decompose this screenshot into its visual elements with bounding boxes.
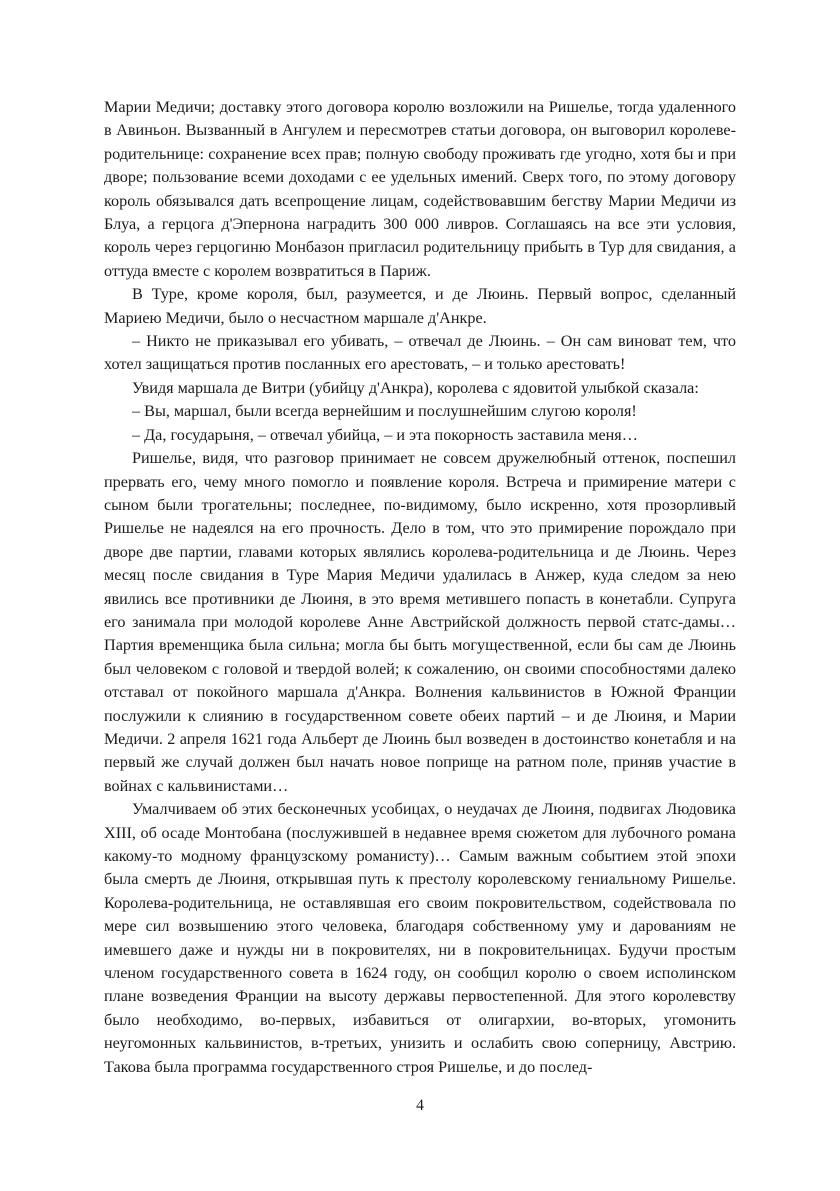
paragraph: – Да, государыня, – отвечал убийца, – и эта покорность заставила меня… [132,425,638,444]
paragraph: Увидя маршала де Витри (убийцу д'Анкра), королева с ядовитой улыбкой сказала: [132,378,699,397]
paragraph: – Никто не приказывал его убивать, – отвечал де Люинь. – Он сам виноват тем, что хотел защищаться против посланных его арестовать, – и только арестовать! [104,332,736,374]
paragraph: – Вы, маршал, были всегда вернейшим и послушнейшим слугою короля! [132,402,637,421]
paragraph: Ришелье, видя, что разговор принимает не совсем дружелюбный оттенок, поспешил прервать его, чему много помогло и появление короля. Встреча и примирение матери с сыном были трогательны; последнее, по-видимому, было искренно, хотя прозорливый Ришелье не надеялся на его прочность. Дело в том, что это примирение порождало при дворе две партии, главами которых являлись королева-родительница и де Люинь. Через месяц после свидания в Туре Мария Медичи удалилась в Анжер, куда следом за нею явились все противники де Люиня, в это время метившего попасть в конетабли. Супруга его занимала при молодой королеве Анне Австрийской должность первой статс-дамы… Партия временщика была сильна; могла бы быть могущественной, если бы сам де Люинь был человеком с головой и твердой волей; к сожалению, он своими способностями далеко отставал от покойного маршала д'Анкра. Волнения кальвинистов в Южной Франции послужили к слиянию в государственном совете обеих партий – и де Люиня, и Марии Медичи. 2 апреля 1621 года Альберт де Люинь был возведен в достоинство конетабля и на первый же случай должен был начать новое поприще на ратном поле, приняв участие в войнах с кальвинистами… [104,449,736,795]
paragraph: Умалчиваем об этих бесконечных усобицах, о неудачах де Люиня, подвигах Людовика XIII, об осаде Монтобана (послужившей в недавнее время сюжетом для лубочного романа какому-то модному французскому романисту)… Самым важным событием этой эпохи была смерть де Люиня, открывшая путь к престолу королевскому гениальному Ришелье. Королева-родительница, не оставлявшая его своим покровительством, содействовала по мере сил возвышению этого человека, благодаря собственному уму и дарованиям не имевшего даже и нужды ни в покровителях, ни в покровительницах. Будучи простым членом государственного совета в 1624 году, он сообщил королю о своем исполинском плане возведения Франции на высоту державы первостепенной. Для этого королевству было необходимо, во-первых, избавиться от олигархии, во-вторых, угомонить неугомонных кальвинистов, в-третьих, унизить и ослабить свою соперницу, Австрию. Такова была программа государственного строя Ришелье, и до послед- [104,800,736,1076]
page-body [104,96,736,1079]
page-number: 4 [416,1097,424,1114]
paragraph: В Туре, кроме короля, был, разумеется, и де Люинь. Первый вопрос, сделанный Мариею Медичи, было о несчастном маршале д'Анкре. [104,285,736,327]
paragraph: Марии Медичи; доставку этого договора королю возложили на Ришелье, тогда удаленного в Авиньон. Вызванный в Ангулем и пересмотрев статьи договора, он выговорил королеве-родительнице: сохранение всех прав; полную свободу проживать где угодно, хотя бы и при дворе; пользование всеми доходами с ее удельных имений. Сверх того, по этому договору король обязывался дать всепрощение лицам, содействовавшим бегству Марии Медичи из Блуа, а герцога д'Эпернона наградить 300 000 ливров. Соглашаясь на все эти условия, король через герцогиню Монбазон пригласил родительницу прибыть в Тур для свидания, а оттуда вместе с королем возвратиться в Париж. [104,98,736,280]
